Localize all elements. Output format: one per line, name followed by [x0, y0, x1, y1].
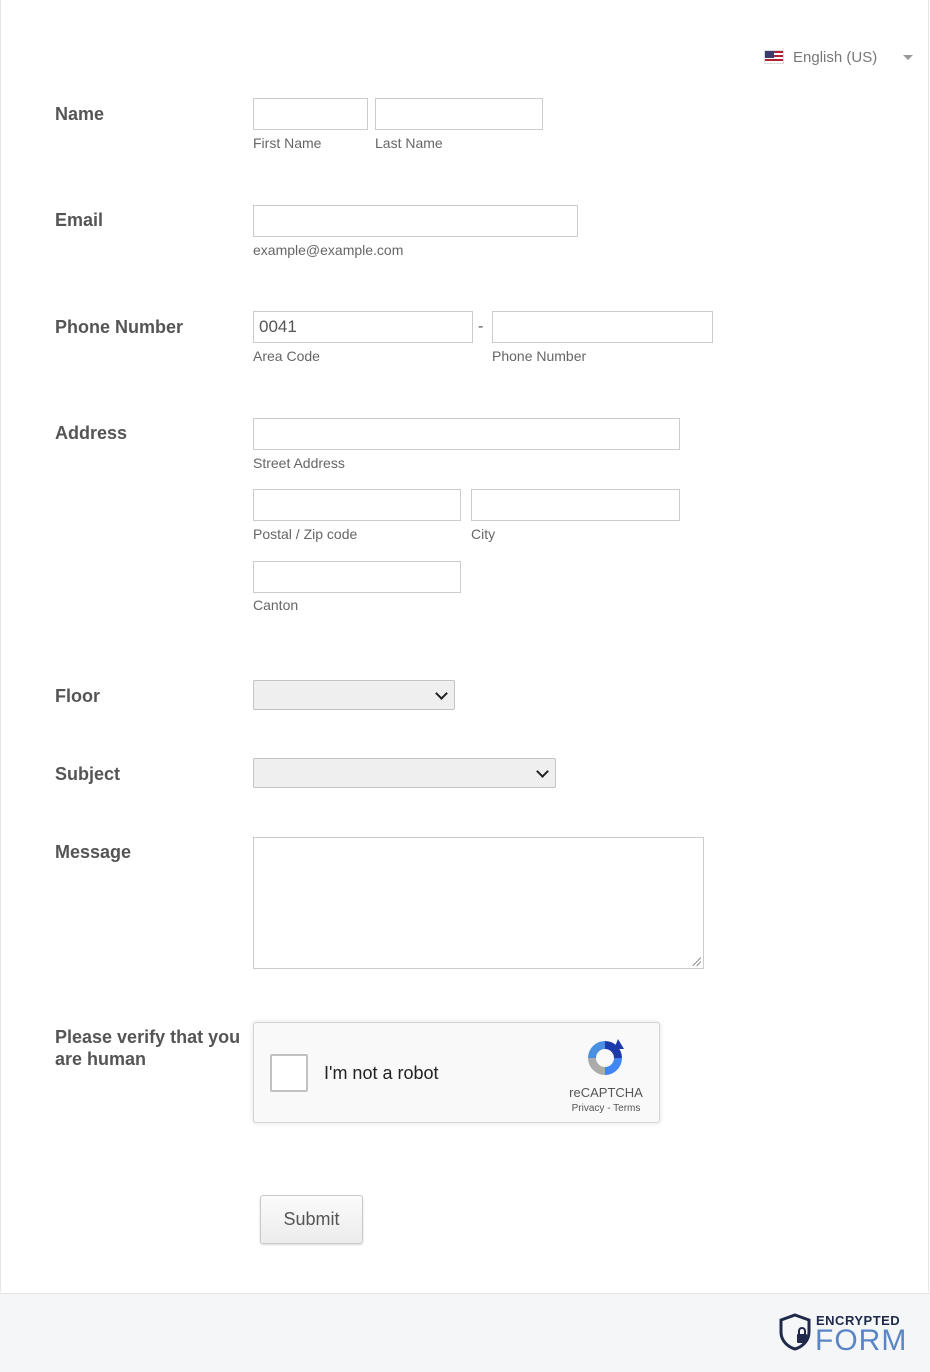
- email-label: Email: [55, 210, 104, 230]
- message-textarea[interactable]: [253, 837, 704, 969]
- recaptcha-checkbox[interactable]: [270, 1054, 308, 1092]
- address-label: Address: [55, 423, 128, 443]
- first-name-input[interactable]: [253, 98, 368, 130]
- recaptcha-links[interactable]: Privacy - Terms: [571, 1103, 641, 1114]
- last-name-sublabel: Last Name: [375, 135, 443, 151]
- message-label: Message: [55, 842, 132, 862]
- phone-number-sublabel: Phone Number: [492, 348, 587, 364]
- canton-input[interactable]: [253, 561, 461, 593]
- recaptcha-widget: [253, 1022, 660, 1123]
- street-address-input[interactable]: [253, 418, 680, 450]
- email-hint: example@example.com: [253, 242, 404, 258]
- resize-handle-icon[interactable]: [691, 956, 701, 966]
- footer-brand-top: ENCRYPTED: [816, 1313, 901, 1328]
- captcha-label: Please verify that you are human: [55, 1027, 241, 1069]
- phone-separator: -: [478, 318, 484, 335]
- floor-select[interactable]: [253, 680, 455, 710]
- name-label: Name: [55, 104, 105, 124]
- floor-label: Floor: [55, 686, 100, 706]
- submit-button[interactable]: Submit: [260, 1195, 363, 1244]
- us-flag-icon: [764, 50, 784, 64]
- recaptcha-logo-icon: [584, 1037, 626, 1079]
- postal-code-input[interactable]: [253, 489, 461, 521]
- subject-label: Subject: [55, 764, 121, 784]
- recaptcha-brand: reCAPTCHA: [569, 1085, 643, 1100]
- street-address-sublabel: Street Address: [253, 455, 345, 471]
- first-name-sublabel: First Name: [253, 135, 322, 151]
- phone-label: Phone Number: [55, 317, 184, 337]
- last-name-input[interactable]: [375, 98, 543, 130]
- postal-code-sublabel: Postal / Zip code: [253, 526, 358, 542]
- language-label: English (US): [793, 48, 878, 66]
- area-code-sublabel: Area Code: [253, 348, 320, 364]
- caret-down-icon[interactable]: [903, 55, 913, 60]
- city-input[interactable]: [471, 489, 680, 521]
- language-selector[interactable]: [764, 47, 877, 67]
- chevron-down-icon: [536, 765, 549, 778]
- phone-number-input[interactable]: [492, 311, 713, 343]
- canton-sublabel: Canton: [253, 597, 299, 613]
- recaptcha-checkbox-label: I'm not a robot: [324, 1063, 439, 1083]
- email-input[interactable]: [253, 205, 578, 237]
- area-code-input[interactable]: [253, 311, 473, 343]
- footer-brand-bottom: FORM: [815, 1324, 908, 1357]
- encrypted-shield-icon: [778, 1313, 812, 1351]
- subject-select[interactable]: [253, 758, 556, 788]
- city-sublabel: City: [471, 526, 496, 542]
- chevron-down-icon: [435, 687, 448, 700]
